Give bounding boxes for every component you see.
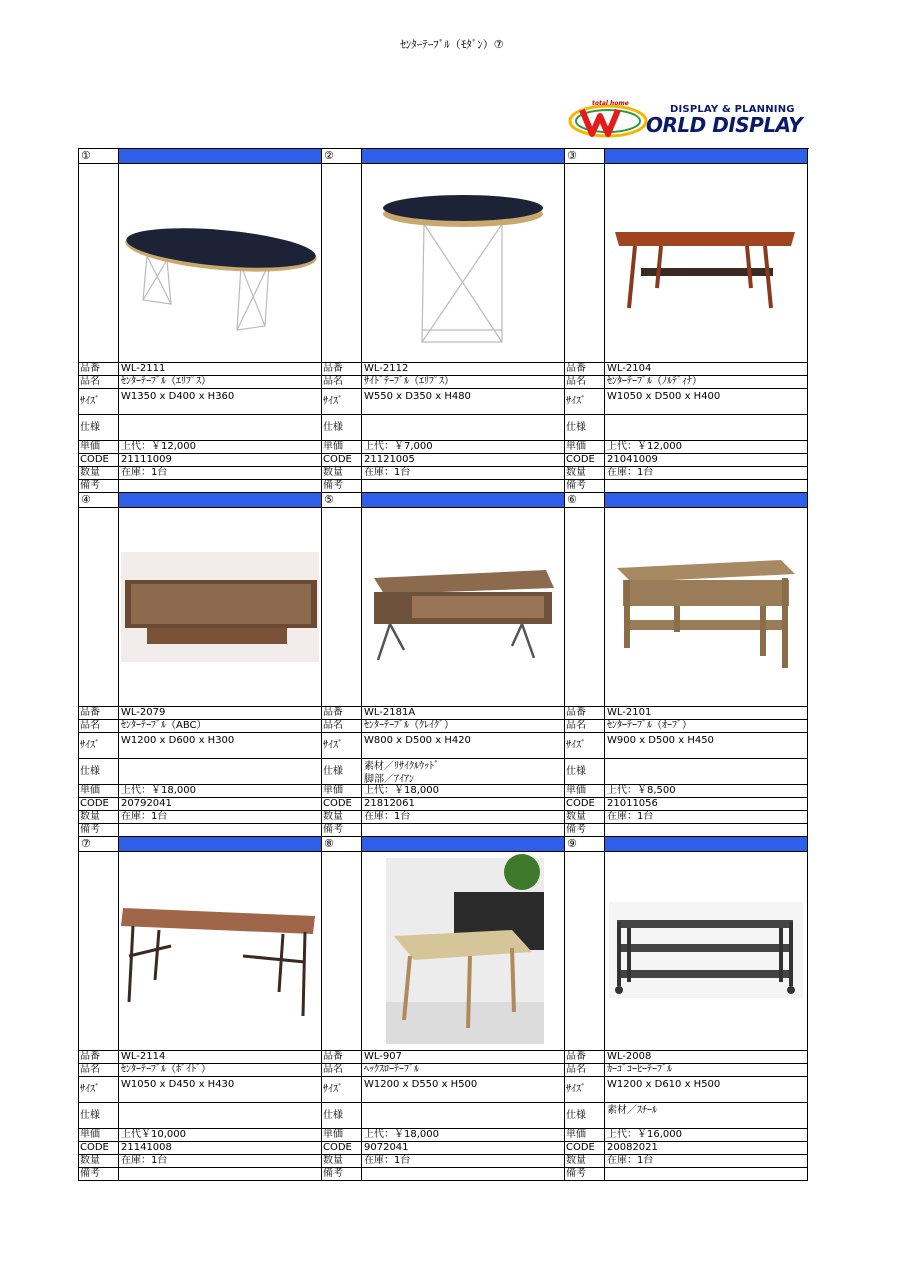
product-image [362, 164, 564, 362]
product-price: 上代：￥12,000 [121, 441, 196, 452]
product-qty: 在庫：1台 [364, 467, 411, 478]
product-image [605, 164, 807, 362]
product-note [605, 824, 807, 836]
product-price: 上代：￥12,000 [607, 441, 682, 452]
product-image [605, 508, 807, 706]
product-row [79, 493, 809, 837]
product-name: ｾﾝﾀｰﾃｰﾌﾞﾙ（ABC） [121, 720, 207, 731]
product-price: 上代：￥18,000 [121, 785, 196, 796]
logo-tagline: DISPLAY & PLANNING [670, 104, 795, 115]
item-number: ⑥ [565, 493, 605, 507]
item-number: ⑧ [322, 837, 362, 851]
product-card: ④ 品番 WL-2079 品名 ｾﾝﾀｰﾃｰﾌﾞﾙ（ABC） ｻｲｽﾞ W1200 x D600 x H300 仕様 単価 上代：￥18,000 CODE 20792041 数量 在庫：1台 備考 [79, 493, 322, 837]
product-name: ｾﾝﾀｰﾃｰﾌﾞﾙ（ｵｰﾌﾞ） [607, 720, 692, 731]
product-size: W900 x D500 x H450 [607, 735, 714, 746]
product-qty: 在庫：1台 [607, 811, 654, 822]
header-band [119, 837, 321, 851]
product-image [119, 164, 321, 362]
item-number: ④ [79, 493, 119, 507]
product-code: WL-2104 [607, 363, 652, 374]
item-number: ① [79, 149, 119, 163]
product-size: W1200 x D610 x H500 [607, 1079, 721, 1090]
product-qty: 在庫：1台 [121, 811, 168, 822]
product-note [362, 824, 564, 836]
product-card: ⑤ 品番 WL-2181A 品名 ｾﾝﾀｰﾃｰﾌﾞﾙ（ｸﾚｲｸﾞ） ｻｲｽﾞ W800 x D500 x H420 仕様 素材／ﾘｻｲｸﾙｳｯﾄﾞ 脚部／ｱｲｱﾝ 単価 上代：￥18,000 CODE 21812061 数量 在庫：1台 備考 [322, 493, 565, 837]
product-code: WL-2114 [121, 1051, 166, 1062]
product-card: ⑥ 品番 WL-2101 品名 ｾﾝﾀｰﾃｰﾌﾞﾙ（ｵｰﾌﾞ） ｻｲｽﾞ W900 x D500 x H450 仕様 単価 上代：￥8,500 CODE 21011056 数量 在庫：1台 備考 [565, 493, 808, 837]
product-card: ② 品番 WL-2112 品名 ｻｲﾄﾞﾃｰﾌﾞﾙ（ｴﾘﾌﾟｽ） ｻｲｽﾞ W550 x D350 x H480 仕様 単価 上代：￥7,000 CODE 21121005 数量 在庫：1台 備考 [322, 149, 565, 493]
product-size: W1050 x D500 x H400 [607, 391, 721, 402]
product-qty: 在庫：1台 [121, 1155, 168, 1166]
product-spec: 素材／ﾘｻｲｸﾙｳｯﾄﾞ [364, 761, 439, 772]
item-number: ② [322, 149, 362, 163]
product-name: ﾍｯｸｽﾛｰﾃｰﾌﾞﾙ [364, 1064, 419, 1075]
product-name: ｻｲﾄﾞﾃｰﾌﾞﾙ（ｴﾘﾌﾟｽ） [364, 376, 454, 387]
product-code-number: 21011056 [607, 798, 658, 809]
product-code-number: 21041009 [607, 454, 658, 465]
product-price: 上代：￥8,500 [607, 785, 676, 796]
product-image [362, 852, 564, 1050]
product-note [119, 1168, 321, 1180]
product-price: 上代：￥18,000 [364, 1129, 439, 1140]
world-display-logo [568, 100, 806, 140]
item-number: ⑨ [565, 837, 605, 851]
logo-wordmark: ORLD DISPLAY [646, 113, 803, 137]
product-row [79, 149, 809, 493]
product-size: W1350 x D400 x H360 [121, 391, 235, 402]
item-number: ③ [565, 149, 605, 163]
product-code-number: 21812061 [364, 798, 415, 809]
header-band [362, 837, 564, 851]
product-size: W1050 x D450 x H430 [121, 1079, 235, 1090]
product-card: ③ 品番 WL-2104 品名 ｾﾝﾀｰﾃｰﾌﾞﾙ（ﾉﾙﾃﾞｨﾅ） ｻｲｽﾞ W1050 x D500 x H400 仕様 単価 上代：￥12,000 CODE 21041009 数量 在庫：1台 備考 [565, 149, 808, 493]
product-name: ｾﾝﾀｰﾃｰﾌﾞﾙ（ﾉﾙﾃﾞｨﾅ） [607, 376, 702, 387]
product-card: ⑦ 品番 WL-2114 品名 ｾﾝﾀｰﾃｰﾌﾞﾙ（ﾎﾞｲﾄﾞ） ｻｲｽﾞ W1050 x D450 x H430 仕様 単価 上代￥10,000 CODE 21141008 数量 在庫：1台 備考 [79, 837, 322, 1181]
header-band [605, 149, 807, 163]
product-row [79, 837, 809, 1181]
product-image [119, 508, 321, 706]
product-grid [78, 148, 809, 1181]
product-qty: 在庫：1台 [607, 467, 654, 478]
product-size: W800 x D500 x H420 [364, 735, 471, 746]
product-qty: 在庫：1台 [364, 1155, 411, 1166]
product-price: 上代￥10,000 [121, 1129, 186, 1140]
product-card: ⑨ 品番 WL-2008 品名 ｶｰｺﾞｺｰﾋｰﾃｰﾌﾞﾙ ｻｲｽﾞ W1200 x D610 x H500 仕様 素材／ｽﾁｰﾙ 単価 上代：￥16,000 CODE 20082021 数量 在庫：1台 備考 [565, 837, 808, 1181]
product-code-number: 21141008 [121, 1142, 172, 1153]
product-name: ｶｰｺﾞｺｰﾋｰﾃｰﾌﾞﾙ [607, 1064, 672, 1075]
product-code: WL-2112 [364, 363, 409, 374]
product-code-number: 21121005 [364, 454, 415, 465]
product-code-number: 20082021 [607, 1142, 658, 1153]
product-code: WL-907 [364, 1051, 402, 1062]
product-qty: 在庫：1台 [607, 1155, 654, 1166]
header-band [362, 149, 564, 163]
product-code: WL-2111 [121, 363, 166, 374]
product-code-number: 21111009 [121, 454, 172, 465]
product-name: ｾﾝﾀｰﾃｰﾌﾞﾙ（ｸﾚｲｸﾞ） [364, 720, 454, 731]
product-image [362, 508, 564, 706]
product-image [605, 852, 807, 1050]
product-note [362, 480, 564, 492]
product-price: 上代：￥18,000 [364, 785, 439, 796]
product-size: W1200 x D600 x H300 [121, 735, 235, 746]
product-price: 上代：￥16,000 [607, 1129, 682, 1140]
product-size: W1200 x D550 x H500 [364, 1079, 478, 1090]
logo-small-text: total home [592, 100, 629, 107]
product-qty: 在庫：1台 [364, 811, 411, 822]
item-number: ⑦ [79, 837, 119, 851]
header-band [605, 837, 807, 851]
header-band [362, 493, 564, 507]
product-size: W550 x D350 x H480 [364, 391, 471, 402]
product-note [605, 480, 807, 492]
product-code-number: 9072041 [364, 1142, 409, 1153]
header-band [605, 493, 807, 507]
page-title: ｾﾝﾀｰﾃｰﾌﾞﾙ（ﾓﾀﾞﾝ）⑦ [400, 38, 504, 51]
header-band [119, 493, 321, 507]
product-qty: 在庫：1台 [121, 467, 168, 478]
product-note [119, 824, 321, 836]
product-card: ⑧ 品番 WL-907 品名 ﾍｯｸｽﾛｰﾃｰﾌﾞﾙ ｻｲｽﾞ W1200 x D550 x H500 仕様 単価 上代：￥18,000 CODE 9072041 数量 在庫：1台 備考 [322, 837, 565, 1181]
product-code: WL-2101 [607, 707, 652, 718]
product-price: 上代：￥7,000 [364, 441, 433, 452]
product-name: ｾﾝﾀｰﾃｰﾌﾞﾙ（ﾎﾞｲﾄﾞ） [121, 1064, 211, 1075]
product-image [119, 852, 321, 1050]
item-number: ⑤ [322, 493, 362, 507]
product-code: WL-2008 [607, 1051, 652, 1062]
product-note [119, 480, 321, 492]
w-logo-icon [568, 104, 648, 138]
product-card: ① 品番 WL-2111 品名 ｾﾝﾀｰﾃｰﾌﾞﾙ（ｴﾘﾌﾟｽ） ｻｲｽﾞ W1350 x D400 x H360 仕様 単価 上代：￥12,000 CODE 21111009 数量 在庫：1台 備考 [79, 149, 322, 493]
header-band [119, 149, 321, 163]
product-code: WL-2181A [364, 707, 416, 718]
product-name: ｾﾝﾀｰﾃｰﾌﾞﾙ（ｴﾘﾌﾟｽ） [121, 376, 211, 387]
product-spec: 素材／ｽﾁｰﾙ [607, 1105, 657, 1116]
product-note [605, 1168, 807, 1180]
product-code-number: 20792041 [121, 798, 172, 809]
product-code: WL-2079 [121, 707, 166, 718]
product-note [362, 1168, 564, 1180]
